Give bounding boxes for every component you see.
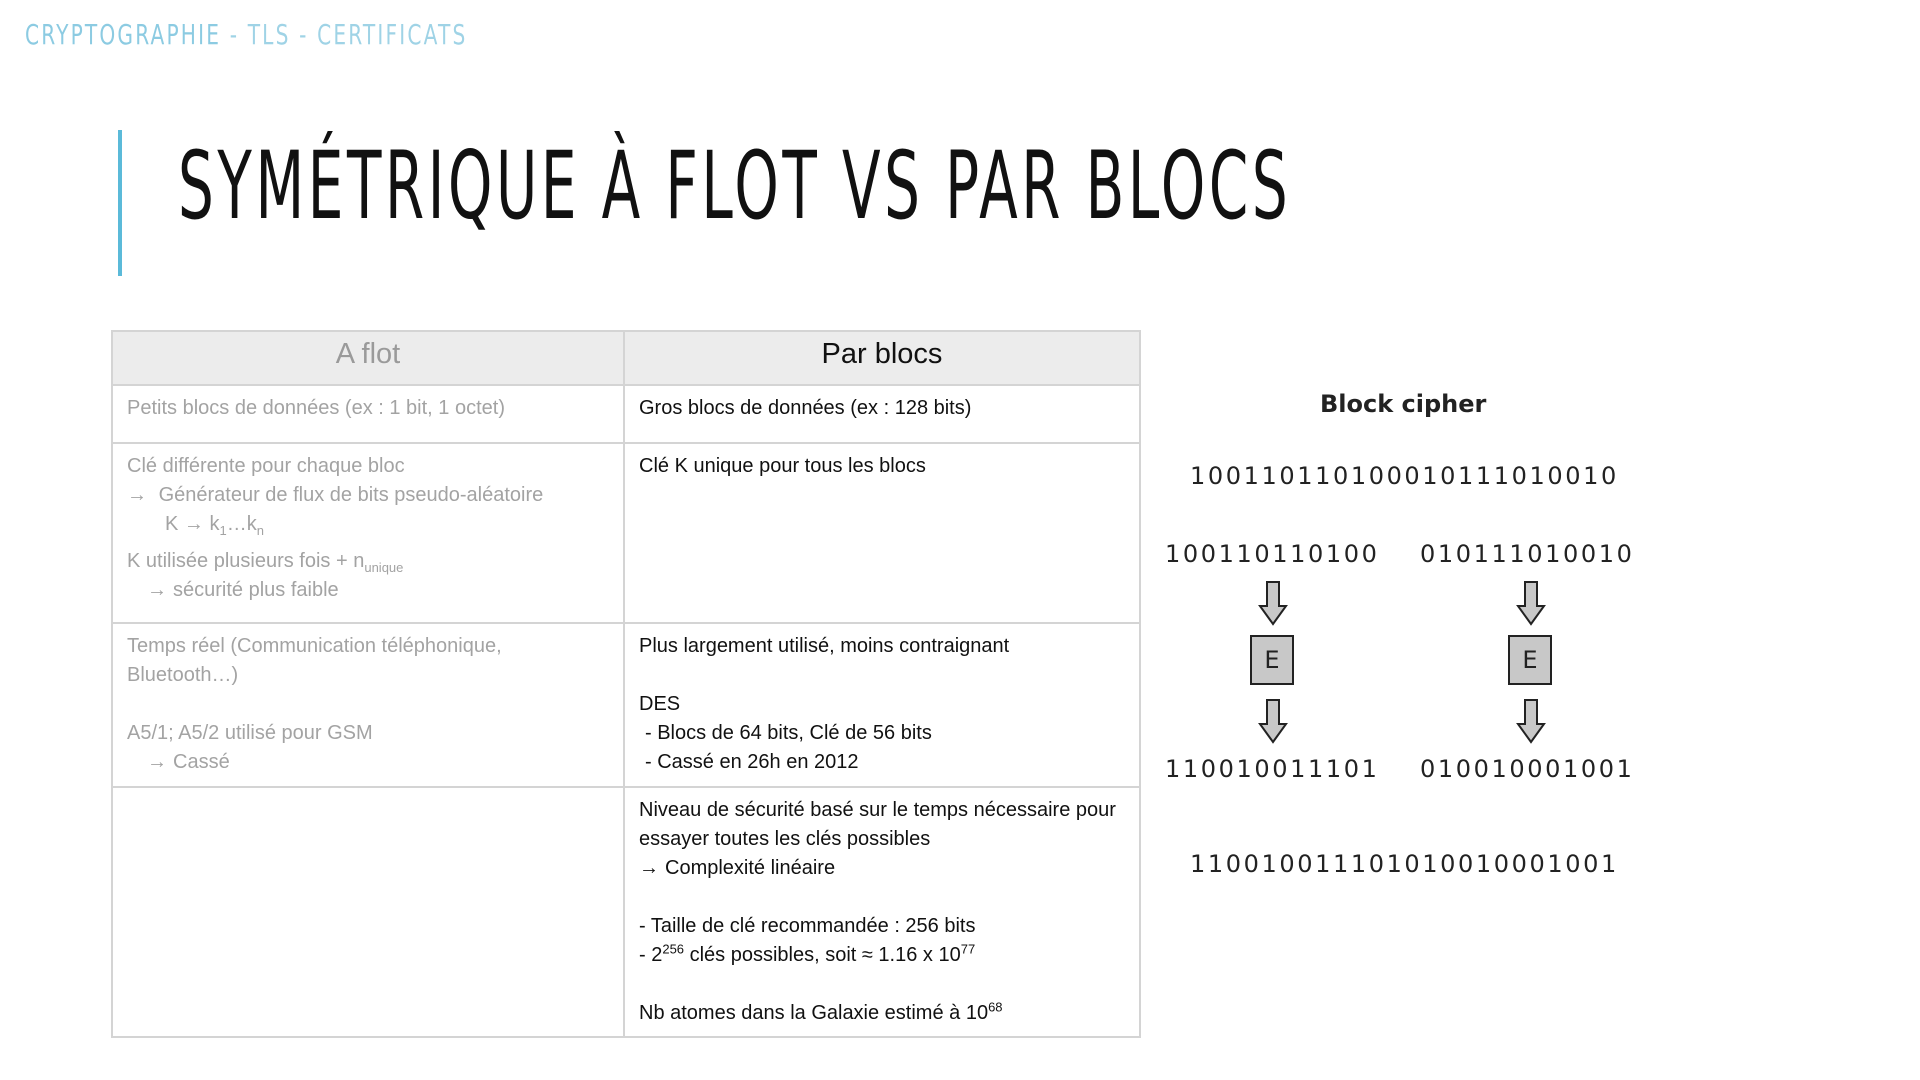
blocs-security-line5	[639, 999, 1125, 1028]
flot-key-line5	[127, 576, 609, 605]
flot-key-generator: Générateur de flux de bits pseudo-aléatoire	[158, 484, 544, 506]
block-left-input: 100110110100	[1165, 540, 1380, 568]
input-bits: 100110110100010111010010	[1190, 462, 1619, 490]
header-flot: A flot	[112, 331, 624, 385]
blocs-security-atoms: Nb atomes dans la Galaxie estimé à 10	[639, 1002, 989, 1024]
table-row	[112, 623, 1140, 787]
sup-77: 77	[960, 941, 976, 957]
flot-usage-line2: A5/1; A5/2 utilisé pour GSM	[127, 722, 373, 744]
cell-blocs-security	[624, 787, 1140, 1037]
block-right-input: 010111010010	[1420, 540, 1635, 568]
sub-unique: unique	[364, 560, 404, 575]
blocs-security-line1: Niveau de sécurité basé sur le temps nécessaire pour essayer toutes les clés possibles	[639, 799, 1116, 850]
header-blocs: Par blocs	[624, 331, 1140, 385]
breadcrumb-main: CRYPTOGRAPHIE	[25, 18, 222, 51]
sub-1: 1	[219, 523, 227, 538]
flot-key-reuse: K utilisée plusieurs fois + n	[127, 550, 365, 572]
block-left-output: 110010011101	[1165, 755, 1380, 783]
flot-key-line1: Clé différente pour chaque bloc	[127, 455, 405, 477]
flot-key-k: K → k	[165, 513, 220, 535]
blocs-security-pow-pre: - 2	[639, 944, 663, 966]
encrypt-box-left: E	[1250, 635, 1294, 685]
cell-blocs-size: Gros blocs de données (ex : 128 bits)	[624, 385, 1140, 443]
arrow-right-icon: →	[147, 751, 167, 773]
flot-key-mid: …k	[226, 513, 257, 535]
blocs-security-line2	[639, 854, 1125, 883]
flot-usage-line3	[127, 748, 609, 777]
arrow-right-icon: →	[127, 484, 147, 506]
table-row	[112, 443, 1140, 623]
flot-key-weaker: sécurité plus faible	[173, 579, 339, 601]
arrow-right-icon: →	[639, 857, 659, 879]
cell-flot-security	[112, 787, 624, 1037]
sub-n: n	[256, 523, 264, 538]
diagram-title: Block cipher	[1320, 390, 1487, 418]
block-right-output: 010010001001	[1420, 755, 1635, 783]
table-header-row	[112, 331, 1140, 385]
blocs-usage-line2: DES	[639, 693, 681, 715]
breadcrumb	[25, 18, 467, 51]
flot-key-line3	[127, 510, 609, 539]
block-cipher-diagram	[1160, 380, 1640, 900]
arrow-down-icon	[1516, 580, 1546, 626]
cell-flot-key	[112, 443, 624, 623]
blocs-usage-line4: - Cassé en 26h en 2012	[645, 751, 859, 773]
title-accent-bar	[118, 130, 122, 276]
flot-key-line2	[127, 481, 609, 510]
blocs-usage-line1: Plus largement utilisé, moins contraignant	[639, 635, 1010, 657]
output-bits: 110010011101010010001001	[1190, 850, 1619, 878]
arrow-down-icon	[1258, 580, 1288, 626]
blocs-security-complexity: Complexité linéaire	[665, 857, 836, 879]
flot-usage-line1: Temps réel (Communication téléphonique, Bluetooth…)	[127, 635, 502, 686]
flot-usage-broken: Cassé	[173, 751, 230, 773]
cell-flot-usage	[112, 623, 624, 787]
arrow-down-icon	[1516, 698, 1546, 744]
cell-flot-size: Petits blocs de données (ex : 1 bit, 1 octet)	[112, 385, 624, 443]
table-row	[112, 787, 1140, 1037]
blocs-usage-line3: - Blocs de 64 bits, Clé de 56 bits	[645, 722, 932, 744]
blocs-security-line4	[639, 941, 1125, 970]
arrow-down-icon	[1258, 698, 1288, 744]
blocs-security-pow-post: clés possibles, soit ≈ 1.16 x 10	[684, 944, 961, 966]
arrow-right-icon: →	[147, 579, 167, 601]
table-row	[112, 385, 1140, 443]
sup-68: 68	[988, 999, 1003, 1015]
blocs-security-line3: - Taille de clé recommandée : 256 bits	[639, 915, 976, 937]
comparison-table	[111, 330, 1141, 1038]
encrypt-box-right: E	[1508, 635, 1552, 685]
sup-256: 256	[662, 941, 685, 957]
cell-blocs-key: Clé K unique pour tous les blocs	[624, 443, 1140, 623]
breadcrumb-rest: - TLS - CERTIFICATS	[221, 18, 468, 51]
cell-blocs-usage	[624, 623, 1140, 787]
slide-title: SYMÉTRIQUE À FLOT VS PAR BLOCS	[178, 132, 1292, 241]
flot-key-line4	[127, 547, 609, 576]
